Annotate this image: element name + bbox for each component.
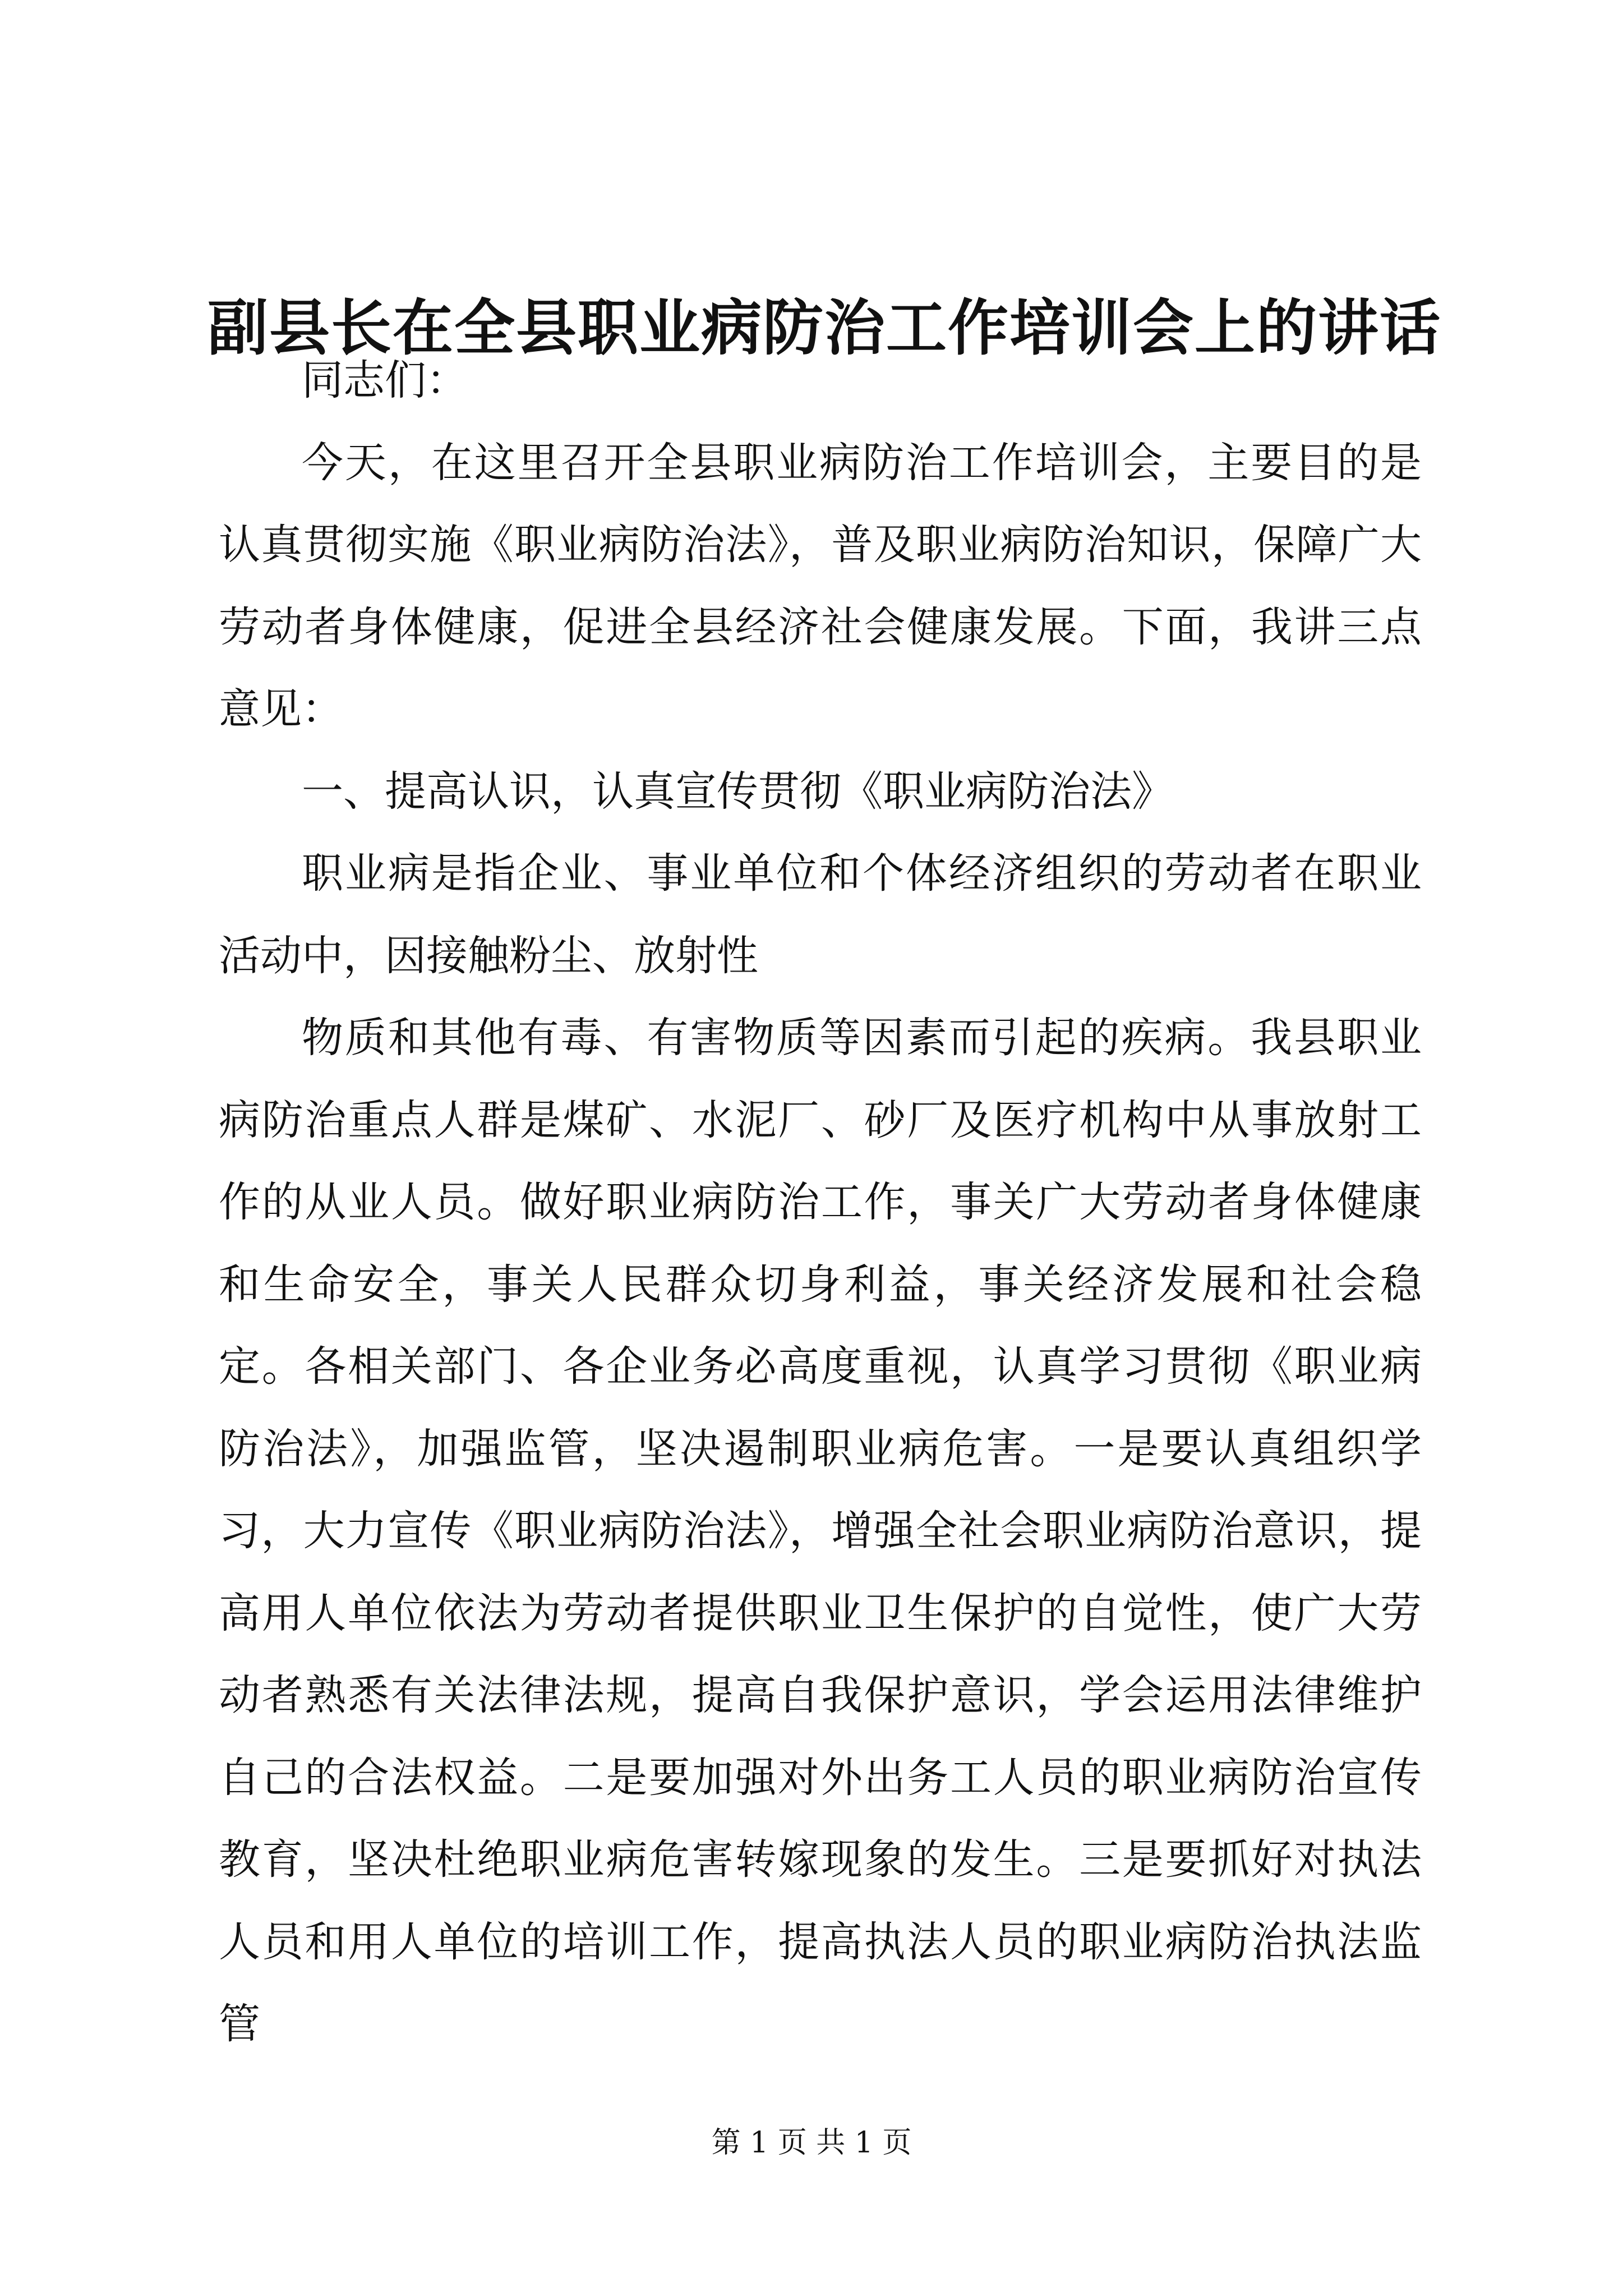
- document-title: 副县长在全县职业病防治工作培训会上的讲话: [208, 293, 1442, 364]
- section-heading: 一、提高认识，认真宣传贯彻《职业病防治法》: [302, 767, 1173, 816]
- body-paragraph: 职业病是指企业、事业单位和个体经济组织的劳动者在职业活动中，因接触粉尘、放射性: [219, 849, 1422, 980]
- page-footer: 第 1 页 共 1 页: [711, 2126, 912, 2160]
- document-body: [219, 339, 1422, 2065]
- body-paragraph: 物质和其他有毒、有害物质等因素而引起的疾病。我县职业病防治重点人群是煤矿、水泥厂、砂厂及医疗机构中从事放射工作的从业人员。做好职业病防治工作，事关广大劳动者身体健康和生命安全，事关人民群众切身利益，事关经济发展和社会稳定。各相关部门、各企业务必高度重视，认真学习贯彻《职业病防治法》，加强监管，坚决遏制职业病危害。一是要认真组织学习，大力宣传《职业病防治法》，增强全社会职业病防治意识，提高用人单位依法为劳动者提供职业卫生保护的自觉性，使广大劳动者熟悉有关法律法规，提高自我保护意识，学会运用法律维护自己的合法权益。二是要加强对外出务工人员的职业病防治宣传教育，坚决杜绝职业病危害转嫁现象的发生。三是要抓好对执法人员和用人单位的培训工作，提高执法人员的职业病防治执法监管: [219, 1014, 1422, 2048]
- intro-paragraph: 今天，在这里召开全县职业病防治工作培训会，主要目的是认真贯彻实施《职业病防治法》，普及职业病防治知识，保障广大劳动者身体健康，促进全县经济社会健康发展。下面，我讲三点意见：: [219, 438, 1422, 733]
- salutation-paragraph: 同志们：: [302, 356, 468, 404]
